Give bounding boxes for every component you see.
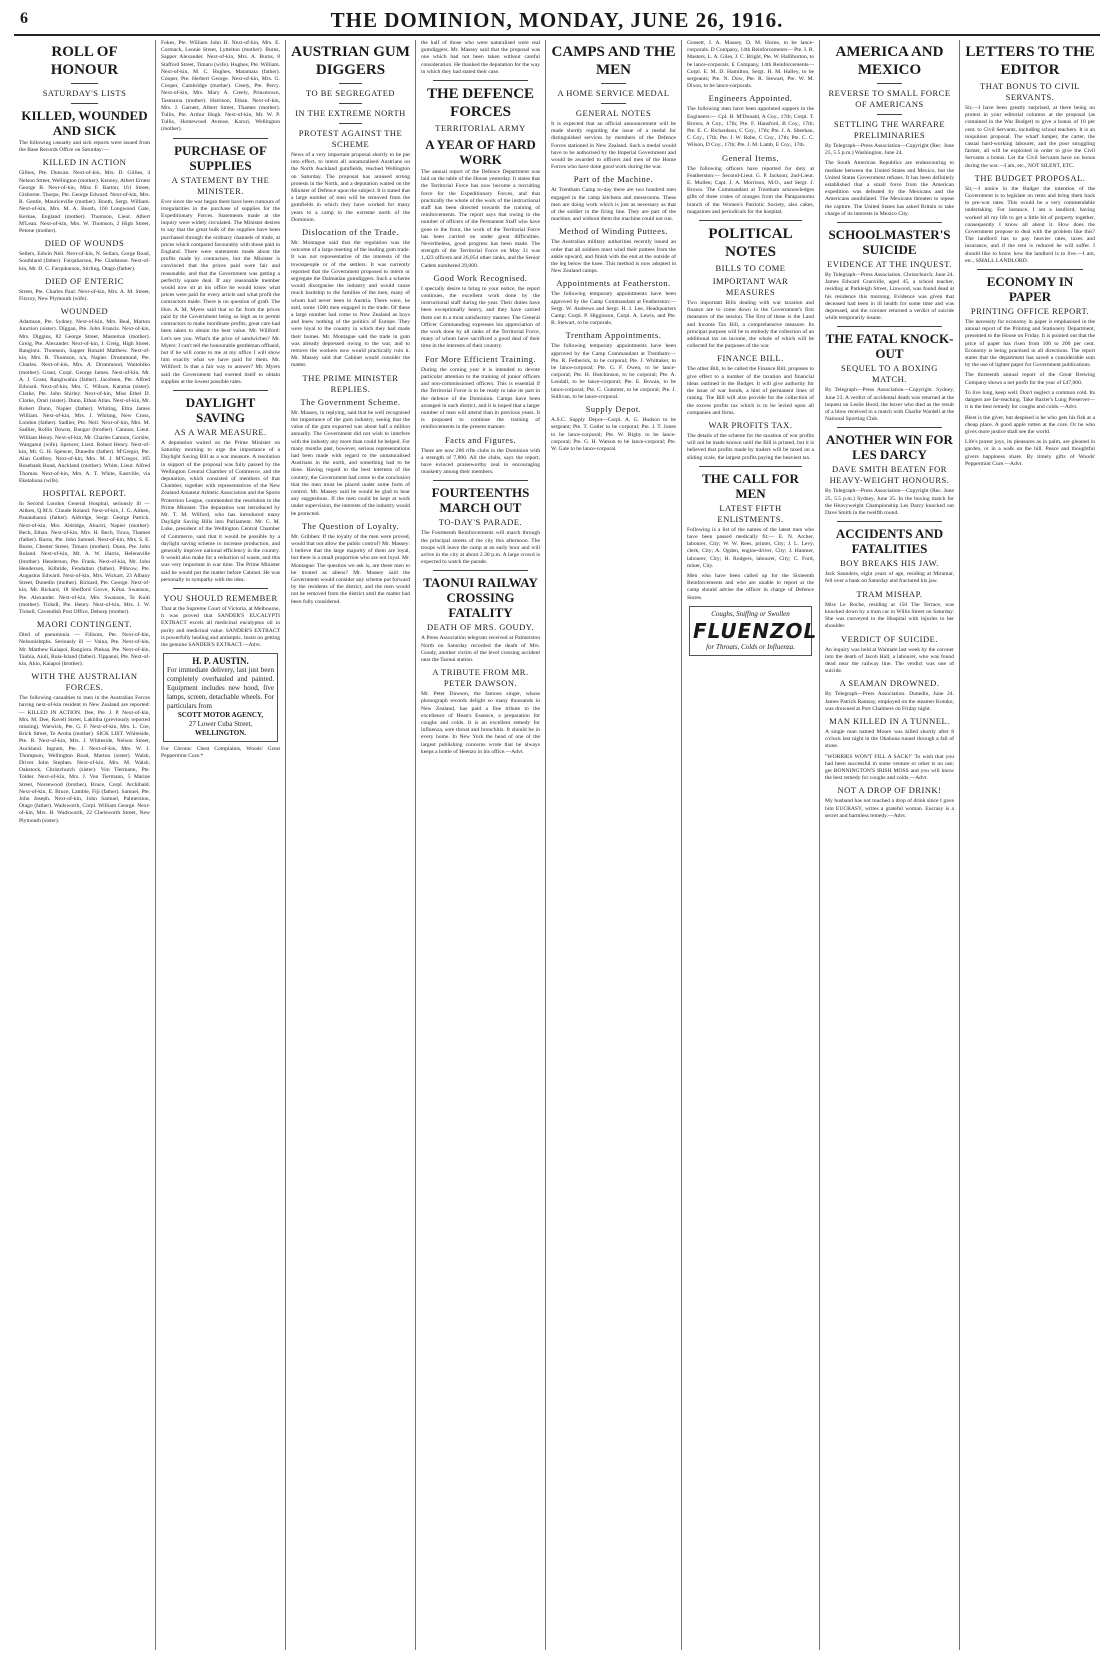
america-mexico-heading: AMERICA AND MEXICO <box>835 44 944 78</box>
casualty-intro: The following casualty and sick reports were issued from the Base Records Office on Saturday:— <box>19 140 150 154</box>
supplies-article: Ever since the war began there have been rumours of irregularities in the purchase of supplies for the Expeditionary Forces. Statements made at the inquiry were widely circulated. The Minister desires to say that the great bulk of the supplies have been purchased through the ordinary channels of trade, at prices which compared favourably with those paid in England. There were statements made about the profits made by contractors, but the Minister is convinced that the prices paid were fair and reasonable, and that the Government was getting a perfectly square deal. If any reasonable member would now sit at his office he would know what prices were paid for every article and what profit the contractors made. There is no question of graft. The Hon. A. M. Myers said that so far from the prices paid by the Government being so high as to permit contractors to make inordinate profits, great care had been taken to obtain the best value. Mr. Willford: Let's see you. What's the price of sandwiches? Mr. Myers: I can't tell the honourable gentleman offhand, but if he will come to me at my office I will show him exactly what we have paid for them. Mr. Willford: Is that a fair way to answer? Mr. Myers said the Government had exerted itself to obtain supplies at the lowest possible rates. <box>161 198 280 385</box>
fourteenths-march-out-heading: FOURTEENTHS MARCH OUT <box>431 485 530 516</box>
column-7 <box>820 40 960 1650</box>
seaman-article: By Telegraph—Press Association. Dunedin, June 24. James Patrick Ramsay, employed on the steamer Kotuku, was drowned at Port Chalmers on Friday night. <box>825 691 954 712</box>
peter-dawson-tribute-heading: A TRIBUTE FROM MR. PETER DAWSON. <box>432 667 529 689</box>
trentham-appointments-subheading: Trentham Appointments. <box>565 330 662 341</box>
wounded-heading: WOUNDED <box>60 306 109 317</box>
segregated-subheading: TO BE SEGREGATED <box>305 88 396 98</box>
fluenzol-subline: for Throats, Colds or Influenza. <box>706 642 795 651</box>
taonui-article: A Press Association telegram received at Palmerston North on Saturday recorded the death of Mrs. Goudy, another victim of the level crossing accident near the Taonui station. <box>421 635 540 663</box>
divider <box>71 103 97 104</box>
general-items-article: The following officers have reported for duty at Featherston:— Second-Lieut. G. P. Jackson; 2nd-Lieut. E. Mullen; Capt. J. A. Morrison, M.O., and Sergt. J. Brown. The Commandant at Trentham acknowledges gifts of three crates of oranges from the Paraparaumu branch of the Women's Patriotic Society, also cakes, magazines and periodicals for the hospital. <box>687 165 814 215</box>
finance-bill-article: The other Bill, to be called the Finance Bill, proposes to give effect to a number of the taxation and financial ideas outlined in the Budget. It will give authority for the issue of war bonds, a hint of permanent lines of raising. The Bill will also provide for the collection of the excess profits tax which is to be levied upon all companies and firms. <box>687 366 814 416</box>
warfare-preliminaries-subheading: SETTLING THE WARFARE PRELIMINARIES <box>833 119 946 140</box>
tram-mishap-subheading: TRAM MISHAP. <box>856 588 923 599</box>
boy-jaw-article: Jack Saunders, eight years of age, residing at Miramar, fell over a bank on Saturday and fractured his jaw. <box>825 571 954 585</box>
general-items-subheading: General Items. <box>721 152 780 163</box>
divider <box>173 138 268 139</box>
camps-and-men-heading: CAMPS AND THE MEN <box>551 44 676 78</box>
divider <box>699 220 802 221</box>
worries-advert: "WORRIES WON'T FILL A SACK!" To wish that you had been successful in some venture or other is no use; get BONNINGTON'S IRISH MOSS and you will know the best remedy for coughs and colds.—Advt. <box>825 753 954 782</box>
defence-report-article: The annual report of the Defence Department was laid on the table of the House yesterday. It states that the Territorial Force has now become a recruiting force for the Expeditionary Forces, and that practically the whole of the work of the instructional staff has been directed towards the training of reinforcements. The report says that owing to the number of officers of the Permanent Staff who have gone to the front, the work of the Territorial Force has been carried on under great difficulties. Nevertheless, good progress has been made. The strength of the Territorial Force on May 31 was 1,423 officers and 26,054 other ranks, and the Senior Cadets numbered 29,000. <box>421 169 540 269</box>
good-work-article: I specially desire to bring to your notice, the report continues, the excellent work done by the instructional staff during the year. Their duties have been exceptionally heavy, and they have carried them out in a most satisfactory manner. The General Officer Commanding expresses his appreciation of the work done by all ranks of the Territorial Force, many of whom have sacrificed a good deal of their time in the interests of their country. <box>421 285 540 350</box>
home-service-medal-subheading: A HOME SERVICE MEDAL <box>557 88 670 98</box>
newspaper-title: THE DOMINION, MONDAY, JUNE 26, 1916. <box>330 8 784 32</box>
minister-statement-subheading: A STATEMENT BY THE MINISTER. <box>171 174 270 196</box>
fatal-knockout-heading: THE FATAL KNOCK-OUT <box>825 331 954 362</box>
reverse-subheading: REVERSE TO SMALL FORCE OF AMERICANS <box>828 88 951 109</box>
knockout-article: By Telegraph—Press Association—Copyright. Sydney, June 23. A verdict of accidental death was returned at the inquest on Leslie Hood, the boxer who died as the result of a blow received in a match with Charlie Wardell at the National Sporting Club. <box>825 387 954 423</box>
paper-article: The necessity for economy in paper is emphasised in the annual report of the Printing and Stationery Department, presented to the House on Friday. It is pointed out that the price of paper has risen from 100 to 200 per cent. Economy is being practised in all directions. The report states that the department has saved a considerable sum by the use of lighter paper for Government publications. <box>965 319 1095 369</box>
america-article: The South American Republics are endeavouring to mediate between the United States and Mexico, but the United States Government refuses. It has been definitely established that a small force from the American expedition was defeated by the Mexicans and the Americans annihilated. The Mexicans threaten to repeat the capture. The United States has asked Britain to take charge of its interests in Mexico City. <box>825 160 954 217</box>
advert-description: For immediate delivery, last just been completely overhauled and painted. Equipment includes new hood, five lamps, screen, detachable wheels. For particulars from <box>167 666 274 711</box>
divider <box>837 427 942 428</box>
hospital-list: In Second London General Hospital, seriously ill — Aitken, Q.M.S. Claude Roland. Next-of-kin, J. G. Aitken, Pauatahanui (father). Aldridge, Sergt. George Patrick. Next-of-kin, Mrs. Aldridge, Ahuriri, Napier (mother). Bech, Ethan. Next-of-kin, Mrs. H. Bech, Tuwa, Thames (father). Burns, Pte. John Samuel. Next-of-kin, Mrs. S. E. Burns, Chester Street, Timaru (mother). Dunn, Pte. John Roland. Next-of-kin, Mr. A. W. Harris, Helensville (brother). Henderson, Pte. Frank. Next-of-kin, Mr. John Henderson, Kilbride, Fendalton (father). Pilbrow, Pte. Augustus Edward. Next-of-kin, Mrs. Wickart, 23 Albany Street, Dunedin (mother). Rickard, Pte. George. Next-of-kin, Mr. Rickard, 18 Shefford Grove, Kiltai. Swanson, Pte. Alexander. Next-of-kin, Mrs. Swanson, Te Kuiti (mother). Tickell, Pte. Henry. Next-of-kin, Mrs. J. W. Tickell, Cavendish Post Office, Deborp (mother). <box>19 500 150 615</box>
column-4 <box>416 40 546 1650</box>
budget-letter: Sir,—I notice in the Budget the intention of the Government is to legislate on rents and bring them back to pre-war rates. This would be a very commendable undertaking. For instance, I am a landlord, having worked all my life to get a little bit of property together, consequently I know all about it. How does the Government propose to deal with the problem like this? The landlord has to pay heavier rates, taxes and insurance, and if the rent is reduced he will suffer. I should like to know how the landlord is to live.—I am, etc., SMALL LANDLORD. <box>965 185 1095 264</box>
masthead <box>14 6 1100 36</box>
eucrasy-advert: My husband has not touched a drop of drink since I gave him EUCRASY, writes a grateful woman. Eucrasy is a secret and harmless remedy.—Advt. <box>825 798 954 819</box>
lung-preserver-advert: To live long, keep well. Don't neglect a common cold. Its dangers are far-reaching. Take Baxter's Lung Preserver—it is the best remedy for coughs and colds.—Advt. <box>965 389 1095 411</box>
america-dateline: By Telegraph—Press Association—Copyright (Rec. June 25, 5.5 p.m.) Washington, June 24. <box>825 143 954 157</box>
death-of-mrs-goudy-subheading: DEATH OF MRS. GOUDY. <box>427 622 534 633</box>
verdict-suicide-subheading: VERDICT OF SUICIDE. <box>841 633 938 644</box>
boxing-match-subheading: SEQUEL TO A BOXING MATCH. <box>841 363 938 385</box>
enlistments-subheading: LATEST FIFTH ENLISTMENTS. <box>717 502 784 524</box>
war-measures-subheading: IMPORTANT WAR MEASURES <box>712 276 789 298</box>
defence-forces-heading: THE DEFENCE FORCES <box>426 86 535 121</box>
les-darcy-heading: ANOTHER WIN FOR LES DARCY <box>826 432 953 463</box>
protest-subheading: PROTEST AGAINST THE SCHEME <box>298 128 403 149</box>
enteric-list: Street, Pte. Charles Paul. Next-of-kin, Mrs. A. M. Street, Fitzroy, New Plymouth (wife). <box>19 288 150 303</box>
seaman-drowned-subheading: A SEAMAN DROWNED. <box>839 678 940 689</box>
divider <box>71 83 97 84</box>
divider <box>601 83 626 84</box>
budget-proposal-subheading: THE BUDGET PROPOSAL. <box>974 172 1086 183</box>
gum-diggers-intro: News of a very important proposal shortly to be put into effect, to intern all unnaturalised Austrians on the North Auckland gumfields, reached Wellington on Saturday. The proposal has aroused strong protests in the North, and a deputation waited on the Minister of Defence upon the subject. It is stated that a large number of men will be removed from the gumfields in which they have worked for many years to a camp in the extreme north of the Dominion. <box>291 152 410 223</box>
divider <box>339 123 363 124</box>
killed-wounded-sick-heading: KILLED, WOUNDED AND SICK <box>21 108 148 138</box>
war-profits-tax-subheading: WAR PROFITS TAX. <box>708 419 793 430</box>
war-measure-subheading: AS A WAR MEASURE. <box>174 426 267 437</box>
advert-address: 27 Lower Cuba Street, <box>188 720 253 729</box>
government-scheme-subheading: The Government Scheme. <box>300 396 401 407</box>
divider <box>837 521 942 522</box>
bills-article: Two important Bills dealing with war taxation and finance are to come down in the Government's first measures of the session. The first of these is the Land and Income Tax Bill, a comprehensive measure. Its principal purpose will be to embody the collection of an additional tax on income, the whole of which will be collected for the purposes of the war. <box>687 300 814 350</box>
dislocation-subheading: Dislocation of the Trade. <box>301 227 400 238</box>
divider <box>433 480 528 481</box>
taonui-fatality-heading: TAONUI RAILWAY CROSSING FATALITY <box>423 575 538 621</box>
extreme-north-subheading: IN THE EXTREME NORTH <box>295 108 406 118</box>
purchase-of-supplies-heading: PURCHASE OF SUPPLIES <box>174 142 267 173</box>
dislocation-article: Mr. Montague said that the regulation was the outcome of a large meeting of the leading gum trade. It was not representative of the interests of the townspeople or of the settlers. It was currently reported that the Government proposed to intern or segregate the Dalmatian gumdiggers. Such a scheme would disorganise the industry and would cause much hardship to the families of the men, many of whom had never been in Austria. There were, he said, some 1500 men engaged in the trade. Of these a large number had come to New Zealand as boys and knew nothing of the politics of Europe. They were loyal to the country in which they had made their homes. Mr. Montague said the trade in gum was already depressed owing to the war, and to remove the workers now would practically ruin it. Mr. Massey said that Cabinet would consider the matter. <box>291 240 410 369</box>
call-for-men-heading: THE CALL FOR MEN <box>702 470 799 501</box>
good-work-subheading: Good Work Recognised. <box>433 272 528 283</box>
australian-forces-heading: WITH THE AUSTRALIAN FORCES. <box>31 671 138 693</box>
boy-breaks-jaw-subheading: BOY BREAKS HIS JAW. <box>840 558 939 569</box>
facts-figures-subheading: Facts and Figures. <box>444 434 517 445</box>
divider <box>877 114 903 115</box>
general-notes-subheading: GENERAL NOTES <box>575 108 652 118</box>
you-should-remember-heading: YOU SHOULD REMEMBER <box>163 592 278 603</box>
medal-article: It is expected that an official announcement will be made shortly regarding the issue of a medal for distinguished services by members of the Defence Forces stationed in New Zealand. Such a medal would have to be authorised by the Imperial Government and would be awarded to officers and men of the Home Forces who have done good work during the war. <box>551 121 676 171</box>
column-5 <box>546 40 682 1650</box>
tunnel-article: A single man named Moore was killed shortly after 8 o'clock last night in the Okahuna tunnel through a fall of stone. <box>825 728 954 750</box>
puttees-article: The Australian military authorities recently issued an order that all soldiers must wind their puttees from the ankle upward, and finish with the end at the outside of the leg below the knee. This method is now adopted in New Zealand camps. <box>551 239 676 275</box>
enlistments-list: Following is a list of the names of the latest men who have been passed medically fit:— E. N. Archer, labourer, City; W. W. Rees, printer, City; J. L. Levy, clerk, City; A. Ogden, engine-driver, City; J. Hanmer, labourer, City; H. Rodgers, labourer, City; C. Ford, miner, City. <box>687 526 814 569</box>
bonus-civil-servants-subheading: THAT BONUS TO CIVIL SERVANTS. <box>980 81 1080 102</box>
column-1 <box>14 40 156 1650</box>
page-number: 6 <box>20 10 28 27</box>
roll-of-honour-heading: ROLL OF HONOUR <box>50 44 119 78</box>
advert-agency: SCOTT MOTOR AGENCY, <box>177 711 264 720</box>
divider <box>877 83 903 84</box>
austrian-gum-diggers-heading: AUSTRIAN GUM DIGGERS <box>291 44 410 78</box>
divider <box>173 390 268 391</box>
todays-parade-subheading: TO-DAY'S PARADE. <box>438 517 523 528</box>
bills-to-come-subheading: BILLS TO COME <box>715 263 786 274</box>
advert-car-name: H. P. AUSTIN. <box>192 656 249 667</box>
divider <box>339 83 363 84</box>
accidents-heading: ACCIDENTS AND FATALITIES <box>835 526 944 557</box>
fluenzol-tagline: Coughs, Sniffing or Swollen <box>711 609 790 618</box>
bonus-letter: Sir,—I have been greatly surprised, at there being no protest in your editorial columns at the proposal (as contained in the War Budget) to give a bonus of 10 per cent. to Civil Servants, including school teachers. It is an iniquitous proposal. The wharf lumper, the carter, the casual hard-working labourer, and the poor struggling farmer, all will be exploited in order to give the Civil Servants a bonus. Let the Civil Servants have no bonus during the war.—I am, etc., NOT SILENT, ETC. <box>965 105 1095 169</box>
territorial-army-subheading: TERRITORIAL ARMY <box>435 123 526 134</box>
peter-dawson-advert: Mr. Peter Dawson, the famous singer, whose phonograph records delight so many thousands in New Zealand, has paid a fine tribute to the excellence of Hean's Essence, a preparation for coughs and colds. It is an excellent remedy for influenza, sore throat and bronchitis. It should be in every home. In New York the head of one of the largest publishing concerns wrote that he always keeps a bottle of Heenzo in his office.—Advt. <box>421 691 540 755</box>
supply-depot-article: A.S.C. Supply Depot—Corpl. A. G. Hudson to be sergeant; Pte. T. Gutler to be corporal; Pte. J. T. Jones to be lance-corporal; Pte. W. Rigby to be lance-corporal; Pte. G. H. Watson to be lance-corporal; Pte. W. Gale to be lance-corporal. <box>551 417 676 452</box>
letters-to-editor-heading: LETTERS TO THE EDITOR <box>965 44 1095 78</box>
australian-list: The following casualties to men in the Australian Forces having next-of-kin resident in New Zealand are reported:— KILLED IN ACTION. Dee, Pte. J. P. Next-of-kin, Mrs. M. Dee, Ravell Street, Lakhiba (previously reported missing). Warwick, Pte. G. F. Next-of-kin, Mrs. L. Coe, Brick Street, Te Aroha (mother). SICK LIST. Whiteside, Pte. R. Next-of-kin, Mrs. J. Whiteside, Nelson Street, Auckland. Ingram, Pte. J. Next-of-kin, Mrs. W. J. Thompson, Wellington Road, Marton (sister). Walsh, Driver John Stephen. Next-of-kin, Mrs. M. Walsh, Oakstock, Christchurch (sister). Von Tiermann, Pte. Tolder. Next-of-kin, Mrs. J. Von Tiermann, 5 Marine Street, Norsewood (brother). Bruce, Corpl. Archibald. Next-of-kin, E. Bruce, Lamble, Fiji (father). Samuel, Pte. John Joseph. Next-of-kin, John Samuel, Palmerston, Otago (father). Wadsworth, Corpl. William George. Next-of-kin, Mrs. H. Wadsworth, 22 Chelsworth Street, New Plymouth (sister). <box>19 695 150 824</box>
finance-bill-subheading: FINANCE BILL. <box>717 353 784 364</box>
maori-contingent-heading: MAORI CONTINGENT. <box>36 619 133 630</box>
loyalty-article: Mr. Gribben: If the loyalty of the men were proved, would that not allow the public control? Mr. Massey: I believe that the large majority of them are loyal, but there is a small proportion who are not loyal. Mr. Montague: The question we ask is, are these men to be treated as aliens? Mr. Massey said the Government would consider any scheme put forward by the residents of the district, and the men would not be removed from the district until the matter had been fully considered. <box>291 533 410 605</box>
engineers-subheading: Engineers Appointed. <box>708 93 793 104</box>
sanders-advert: That at the Supreme Court of Victoria, at Melbourne, it was proved that SANDER'S EUCALYPTI EXTRACT excels all medicinal eucalyptus oil in purity and medicinal value. SANDER'S EXTRACT is powerfully healing and antiseptic. Insist on getting the genuine SANDER'S EXTRACT.—Advt. <box>161 605 280 648</box>
killed-list: Gillies, Pte. Duncan. Next-of-kin, Mrs. D. Gillies, 4 Nelson Street, Wellington (mother). Kenney, Albert Ernest George B. Next-of-kin, Miss F. Barton, 161 Street, Gisborne. Thorpe, Pte. George Edward. Next-of-kin, Mrs. R. Gentle, Mauriceville (mother). Booth, Sergt. William. Next-of-kin, Mrs. M. A. Booth, 160 Longwood Gate, Kerkae, England (mother). Thomson, Lieut. Albert M'Lean. Next-of-kin, Mrs. W. Thomson, 2 High Street, Petone (mother). <box>19 170 150 235</box>
divider <box>601 103 626 104</box>
divider <box>699 466 802 467</box>
engineers-article: The following men have been appointed sappers in the Engineers:— Cpl. H. M'Donald, A Coy., 17th; Corpl. T. Brown, A Coy., 17th; Pte. F. Hansford, B Coy., 17th; Pte. E. C. Richardson, C Coy., 17th; Pte. J. A. Sheehan, C Coy., 17th; Pte. J. W. Robe, C Coy., 17th; Pte. C. C. Wilson, D Coy., 17th; Pte. J. M. Lamb, E Coy., 17th. <box>687 106 814 149</box>
died-of-enteric-heading: DIED OF ENTERIC <box>45 275 124 286</box>
reinforcements-note: Men who have been called up for the Sixteenth Reinforcements and who are unable to report at the camp should advise the officer in charge of Defence Stores. <box>687 572 814 601</box>
gum-diggers-continued: the half of those who were naturalised were real gumdiggers. Mr. Massey said that the proposal was one which had not been taken without careful consideration. He thanked the deputation for the way in which they had stated their case. <box>421 40 540 75</box>
facts-figures-article: There are now 286 rifle clubs in the Dominion with a strength of 7,800. All the clubs, says the report, have evinced praiseworthy zeal in encouraging musketry among their members. <box>421 447 540 476</box>
daylight-saving-article: A deputation waited on the Prime Minister on Saturday morning to urge the importance of a Daylight Saving Bill as a war measure. A resolution in support of the proposal was fully passed by the Wellington Central Chamber of Commerce, and the deputation, which consisted of members of that Chamber, together with representatives of the New Zealand Amateur Athletic Association and the Sports Protection League, commended the resolution to the Prime Minister. The deputation was introduced by Mr. T. M. Wilford, who has introduced many Daylight Saving Bills into Parliament. Mr. C. M. Luke, president of the Wellington Central Chamber of Commerce, said that it would be possible by a daylight saving scheme to increase production, and generally improve national efficiency in the country. It would also make for a reduction of waste, and this was very important in war time. The Prime Minister said he would put the matter before Cabinet. He was personally in sympathy with the idea. <box>161 439 280 583</box>
prime-minister-replies-heading: THE PRIME MINISTER REPLIES. <box>302 372 399 394</box>
economy-in-paper-heading: ECONOMY IN PAPER <box>986 274 1074 305</box>
appointments-continued: Gossett, J. A. Massey, D. M. Horne, to be lance-corporals. D Company, 14th Reinforcements— Pte. I. R. Masters, L. A. Giles, J. C. Bright, Pte. W. Halliburton, to be lance-corporals. E Company, 14th Reinforcements— Corpl. E. M. D. Hamilton, Sergt. H. M. Halley, to be sergeants; Pte. N. Dow, Pte. R. Stewart, Pte. W. M. Dixon, to be lance-corporals. <box>687 40 814 90</box>
printing-office-subheading: PRINTING OFFICE REPORT. <box>970 306 1090 317</box>
divider <box>837 222 942 223</box>
divider <box>173 588 268 589</box>
divider <box>977 269 1083 270</box>
column-6 <box>682 40 820 1650</box>
peppermint-cure-line: For Chronic Chest Complaints, Woods' Great Peppermint Cure.* <box>161 746 280 760</box>
trentham-article: The following temporary appointments have been approved by the Camp Commandant at Trentham:— Pte. R. Fetherick, to be corporal; Pte. J. Whittaker, to be lance-corporal; Pte. G. F. Owen, to be lance-corporal; Pte. H. Hutchinson, to be corporal; Pte. A. Lendall, to be lance-corporal; Pte. E. Bowan, to be lance-corporal; Pte. C. Gummer, to be corporal; Pte. J. Sullivan, to be lance-corporal. <box>551 343 676 400</box>
inquest-subheading: EVIDENCE AT THE INQUEST. <box>827 259 952 270</box>
peppermint-verse: Life's purest joys, its pleasures as in palm, are gleaned in garden, or in a walk on the hill. Peace and thoughtful givers happiness share. By timely gifts of Woods' Peppermint Cure.—Advt. <box>965 439 1095 467</box>
year-of-hard-work-heading: A YEAR OF HARD WORK <box>425 137 536 168</box>
giver-verse: Blest is the giver, but despised is he who gets his fish at a cheap place. A good apple rotten at the core. Or he who gives more justice shall see the world. <box>965 414 1095 435</box>
fluenzol-advert <box>689 606 818 656</box>
featherston-appointments-subheading: Appointments at Featherston. <box>556 278 671 289</box>
casualty-list-continued: Fokes, Pte. William John H. Next-of-kin, Mrs. E. Cormack, Leonie Street, Lyttelton (mother). Burns, Sapper Alexander. Next-of-kin, Mrs. A. Burns, 8 Stafford Street, Timaru (wife). Hughes, Pte. William. Next-of-kin, M. C. Hughes, Matamata (father). Cooper, Pte. Herbert George. Next-of-kin, Mrs. G. Cooper, Cambridge (mother). Creely, Pte. Percy. Next-of-kin, Mrs. Mary A. Creely, Princetown, Tasmania (mother). Harrison, Ethan. Next-of-kin, Mrs. J. Garnett, Albert Street, Thames (mother). Tullis, Pte. Arthur Hugh. Next-of-kin, Mr. W. P. Tullis, Homewood Avenue, Karori, Wellington (mother). <box>161 40 280 133</box>
wounded-list: Adamson, Pte. Sydney. Next-of-kin, Mrs. Beal, Marton Junction (sister). Diggan, Pte. John Francis. Next-of-kin, Mrs. Diggins, 82 George Street, Masterton (mother). Greig, Pte. Alexander. Next-of-kin, J. Greig, High Street, Rangiora. Thomson, Sapper Ronald Matthew. Next-of-kin, Mrs. R. Thomson, n/a, Napier. Drummond, Pte. Charles. Next-of-kin, Mrs. A. Drummond, Waitohiko (mother). Grant, Corpl. George James. Next-of-kin, Mr. A. J. Grant, Rangiwahia (father). Jacobsen, Pte. Alfred Edward. Next-of-kin, Mrs. C. Wilson, Karatua (sister). Clarke, Pte. John Shirley. Next-of-kin, Miss Ethel D. Clarke, Orari (sister). Dunn, Ethan Allan. Next-of-kin, Mr. Robert Dunn, Napier (father). Whiting, Eltra James William. Next-of-kin, Mrs. J. Whiting, New Cross, London (father). Sadlier, Pte. Neil. Next-of-kin, Mrs. M. Sadlier, Rollin Downs, Bangor (brother). Cannon, Lieut. William Henry. Next-of-kin, Mr. Charles Cannon, Gorsite, Wanganui (wife). Spencer, Lieut. Robert Henry. Next-of-kin, Mr. G. H. Spencer, Dunedin (father). M'Gregor, Pte. Alan Godfrey. Next-of-kin, Mrs. M. J. M'Gregor, 105 Rosebank Road, Auckland (mother). White, Lieut. Alfred Thomas. Next-of-kin, Mrs. A. T. White, Eastville, via Eketahuna (wife). <box>19 319 150 484</box>
loyalty-subheading: The Question of Loyalty. <box>301 520 400 531</box>
divider <box>433 80 528 81</box>
died-list: Sellers, Edwin Neil. Next-of-kin, N. Sellars, Gorge Road, Southland (father). Farquharson, Pte. Gladstone. Next-of-kin, Mr. D. C. Farquharson, Stirling, Otago (father). <box>19 251 150 272</box>
efficient-training-subheading: For More Efficient Training. <box>424 353 537 364</box>
dave-smith-subheading: DAVE SMITH BEATEN FOR HEAVY-WEIGHT HONOURS. <box>829 464 950 486</box>
tunnel-subheading: MAN KILLED IN A TUNNEL. <box>829 715 950 726</box>
war-profits-article: The details of the scheme for the taxation of war profits will not be made known until the Bill is printed, but it is believed that profits made by traders will be taxed on a sliding scale, the largest profits paying the heaviest tax. <box>687 432 814 461</box>
divider <box>433 570 528 571</box>
saturdays-lists-heading: SATURDAY'S LISTS <box>42 88 127 98</box>
schoolmaster-article: By Telegraph—Press Association. Christchurch, June 24. James Edward Granville, aged 45, a school teacher, residing at Parkleigh Street, Linwood, was found dead at his residence this morning. Evidence was given that deceased had been in ill health for some time and was depressed, and the coroner returned a verdict of suicide while temporarily insane. <box>825 272 954 322</box>
died-of-wounds-heading: DIED OF WOUNDS <box>44 238 125 249</box>
featherston-article: The following temporary appointments have been approved by the Camp Commandant at Featherston:— Sergt. W. Andrews and Sergt. H. J. Lee, Headquarters Camp; Corpl. P. Higginson, Corpl. A. Lewis, and Pte. R. Stewart, to be corporals. <box>551 291 676 327</box>
fluenzol-logo: FLUENZOL <box>693 618 818 643</box>
parade-article: The Fourteenth Reinforcements will march through the principal streets of the city this afternoon. The troops will leave the camp at an early hour and will arrive in the city at about 2.30 p.m. A large crowd is expected to watch the parade. <box>421 530 540 566</box>
killed-in-action-heading: KILLED IN ACTION <box>42 157 127 168</box>
column-8 <box>960 40 1100 1650</box>
columns <box>14 40 1100 1650</box>
column-3 <box>286 40 416 1650</box>
darcy-article: By Telegraph—Press Association—Copyright (Rec. June 25, 5.5 p.m.) Sydney, June 25. In the boxing match for the Heavyweight Championship Les Darcy knocked out Dave Smith in the twelfth round. <box>825 488 954 517</box>
government-scheme-article: Mr. Massey, in replying, said that he well recognised the importance of the gum industry, seeing that the value of the gum exported was about half a million annually. The Government did not wish to interfere with the industry any more than could be helped. For many months past, however, serious representations had been made with regard to the unnaturalised Austrians in the north, and something had to be done. Having regard to the best interests of the country, the Government had come to the conclusion that the men must be placed under some form of control. Mr. Massey said he would be glad to hear any suggestions. If the men could be kept at work under supervision, the interests of the industry would be protected. <box>291 409 411 517</box>
part-of-machine-subheading: Part of the Machine. <box>573 174 654 185</box>
divider <box>339 103 363 104</box>
drop-of-drink-subheading: NOT A DROP OF DRINK! <box>837 785 942 796</box>
winding-puttees-subheading: Method of Winding Puttees. <box>559 226 668 237</box>
schoolmaster-suicide-heading: SCHOOLMASTER'S SUICIDE <box>828 227 951 258</box>
divider <box>837 326 942 327</box>
advert-city: WELLINGTON. <box>194 729 247 738</box>
hospital-report-heading: HOSPITAL REPORT. <box>42 487 127 498</box>
motor-car-advert <box>163 653 278 742</box>
column-2 <box>156 40 286 1650</box>
brewing-note: The thirteenth annual report of the Great Brewing Company shows a net profit for the year of £47,000. <box>965 372 1095 386</box>
maori-list: Died of pneumonia — Fillsom, Pte. Next-of-kin, Nelsonishtphs. Seriously ill — Vaina, Pte. Next-of-kin, Mr. Matthew Kaiapoi, Rangiora. Pinkaa, Pte. Next-of-kin, Tauhia, Aiuli, Ruia-Island (father). Tippanui, Pte. Next-of-kin, Ahio, Kaiapoi (brother). <box>19 632 150 667</box>
verdict-article: An inquiry was held at Waimate last week by the coroner into the death of Jacob Hall, a labourer, who was found dead near the railway line. The verdict was one of suicide. <box>825 646 954 675</box>
tram-article: Miss Le Roche, residing at 150 The Terrace, was knocked down by a tram car in Willis Street on Saturday. She was conveyed to the Hospital with injuries to her shoulder. <box>825 601 954 630</box>
supply-depot-subheading: Supply Depot. <box>585 404 642 415</box>
daylight-saving-heading: DAYLIGHT SAVING <box>185 394 256 425</box>
political-notes-heading: POLITICAL NOTES <box>708 226 793 261</box>
efficient-training-article: During the coming year it is intended to devote particular attention to the training of junior officers and non-commissioned officers. This is essential if the Territorial Force is to be ready to take its part in the defence of the Dominion. Camps have been arranged in each district, and it is hoped that a larger number of men will attend than in previous years. It is proposed to continue the training of reinforcements in the present manner. <box>421 366 540 431</box>
machine-article: At Trentham Camp to-day there are two hundred men engaged in the camp kitchens and messrooms. These men are doing work which is just as necessary as that of the soldier in the firing line. They are part of the machine, and without them the machine could not run. <box>551 187 676 223</box>
